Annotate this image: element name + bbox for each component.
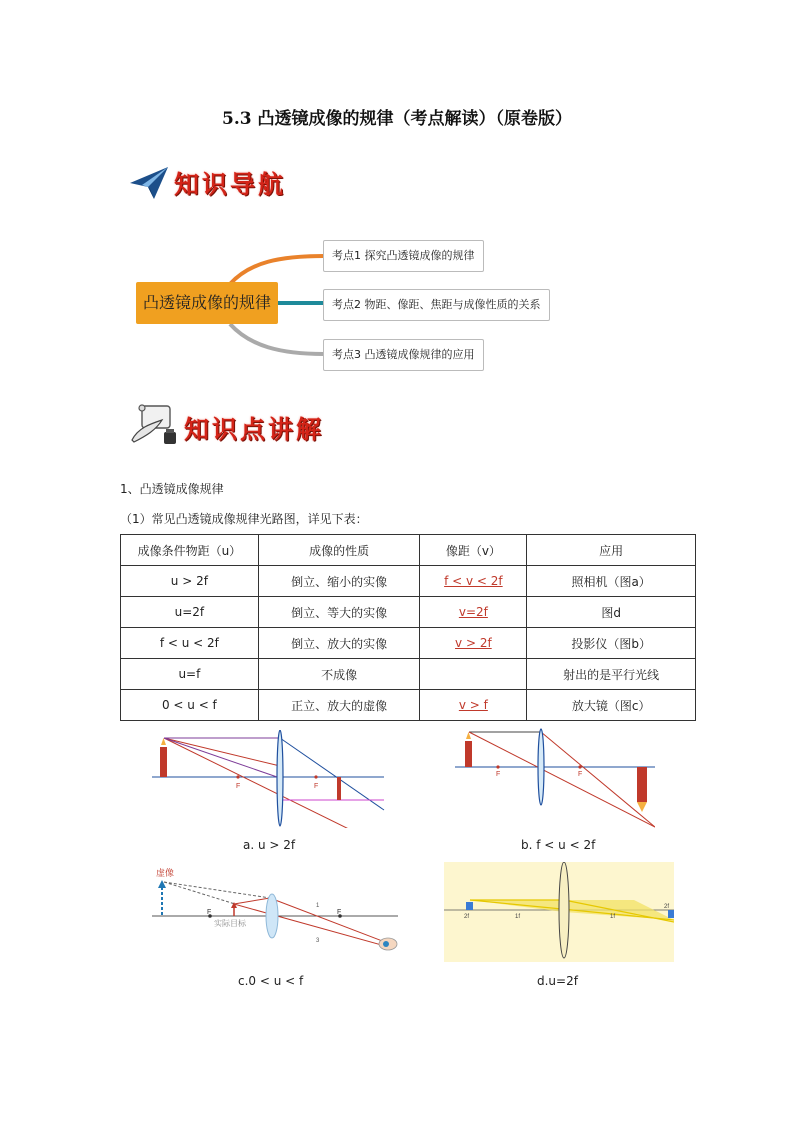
image-distance-value: f < v < 2f xyxy=(444,574,503,588)
table-cell: 倒立、缩小的实像 xyxy=(258,566,420,597)
table-cell: 0 < u < f xyxy=(121,690,259,721)
table-row xyxy=(121,628,696,659)
table-cell: 投影仪（图b） xyxy=(527,628,696,659)
figure-a-diagram xyxy=(152,730,392,828)
figure-d-label-2f-left: 2f xyxy=(464,914,470,920)
table-header-cell: 成像的性质 xyxy=(258,535,420,566)
figure-a-caption: a. u > 2f xyxy=(243,838,296,852)
table-row xyxy=(121,659,696,690)
figure-a-focus-label-1: F xyxy=(236,783,241,790)
table-cell: 倒立、放大的实像 xyxy=(258,628,420,659)
table-cell: u=2f xyxy=(121,597,259,628)
explain-banner xyxy=(128,402,368,450)
figure-c-object-label: 实际目标 xyxy=(214,919,246,928)
figure-d-label-2f-right: 2f xyxy=(664,904,670,910)
table-cell xyxy=(420,597,527,628)
figure-c-ray-label-3: 3 xyxy=(316,938,320,944)
imaging-rules-table xyxy=(120,534,696,721)
figure-c-ray-label-1: 1 xyxy=(316,903,320,909)
table-cell xyxy=(420,659,527,690)
table-cell xyxy=(420,690,527,721)
figure-c-focus-label-2: F xyxy=(337,909,342,916)
mindmap-central-node: 凸透镜成像的规律 xyxy=(136,282,278,324)
figure-c-virtual-image-label: 虚像 xyxy=(156,868,175,878)
page-title: 5.3 凸透镜成像的规律（考点解读）（原卷版） xyxy=(222,109,572,129)
table-header-cell: 应用 xyxy=(527,535,696,566)
nav-banner xyxy=(128,163,328,203)
intro-text: （1）常见凸透镜成像规律光路图，详见下表： xyxy=(120,512,368,526)
table-cell: u > 2f xyxy=(121,566,259,597)
nav-banner-title: 知识导航 xyxy=(174,170,287,199)
table-cell: 图d xyxy=(527,597,696,628)
scroll-quill-icon xyxy=(128,402,184,448)
table-cell xyxy=(420,566,527,597)
table-row xyxy=(121,566,696,597)
table-cell: 射出的是平行光线 xyxy=(527,659,696,690)
table-cell: 不成像 xyxy=(258,659,420,690)
figure-d-label-1f-left: 1f xyxy=(515,914,521,920)
figure-c-caption: c.0 < u < f xyxy=(238,974,304,988)
figure-c-focus-label-1: F xyxy=(207,909,212,916)
connector-topic-1 xyxy=(230,256,324,284)
connector-topic-3 xyxy=(230,324,324,354)
mindmap-topic-3: 考点3 凸透镜成像规律的应用 xyxy=(323,339,484,371)
table-header-row xyxy=(121,535,696,566)
table-header-cell: 成像条件物距（u） xyxy=(121,535,259,566)
table-cell: f < u < 2f xyxy=(121,628,259,659)
table-cell: 放大镜（图c） xyxy=(527,690,696,721)
figure-b-caption: b. f < u < 2f xyxy=(521,838,596,852)
figure-c-diagram xyxy=(150,862,400,962)
image-distance-value: v > 2f xyxy=(455,636,492,650)
table-row xyxy=(121,690,696,721)
eye-icon xyxy=(379,938,397,950)
table-cell: 正立、放大的虚像 xyxy=(258,690,420,721)
section-heading: 1、凸透镜成像规律 xyxy=(120,482,224,496)
mindmap-topic-1: 考点1 探究凸透镜成像的规律 xyxy=(323,240,484,272)
figure-b-focus-label-2: F xyxy=(578,771,583,778)
figure-b-diagram xyxy=(455,728,655,828)
table-cell: 倒立、等大的实像 xyxy=(258,597,420,628)
table-header-cell: 像距（v） xyxy=(420,535,527,566)
figure-d-diagram xyxy=(444,862,674,962)
mindmap-topic-2: 考点2 物距、像距、焦距与成像性质的关系 xyxy=(323,289,550,321)
table-row xyxy=(121,597,696,628)
figure-d-label-1f-right: 1f xyxy=(610,914,616,920)
figure-d-caption: d.u=2f xyxy=(537,974,578,988)
paper-plane-icon xyxy=(128,165,170,201)
explain-banner-title: 知识点讲解 xyxy=(184,415,325,444)
table-cell: u=f xyxy=(121,659,259,690)
table-cell xyxy=(420,628,527,659)
table-cell: 照相机（图a） xyxy=(527,566,696,597)
figure-a-focus-label-2: F xyxy=(314,783,319,790)
image-distance-value: v > f xyxy=(458,698,488,712)
figure-b-focus-label-1: F xyxy=(496,771,501,778)
image-distance-value: v=2f xyxy=(458,605,488,619)
